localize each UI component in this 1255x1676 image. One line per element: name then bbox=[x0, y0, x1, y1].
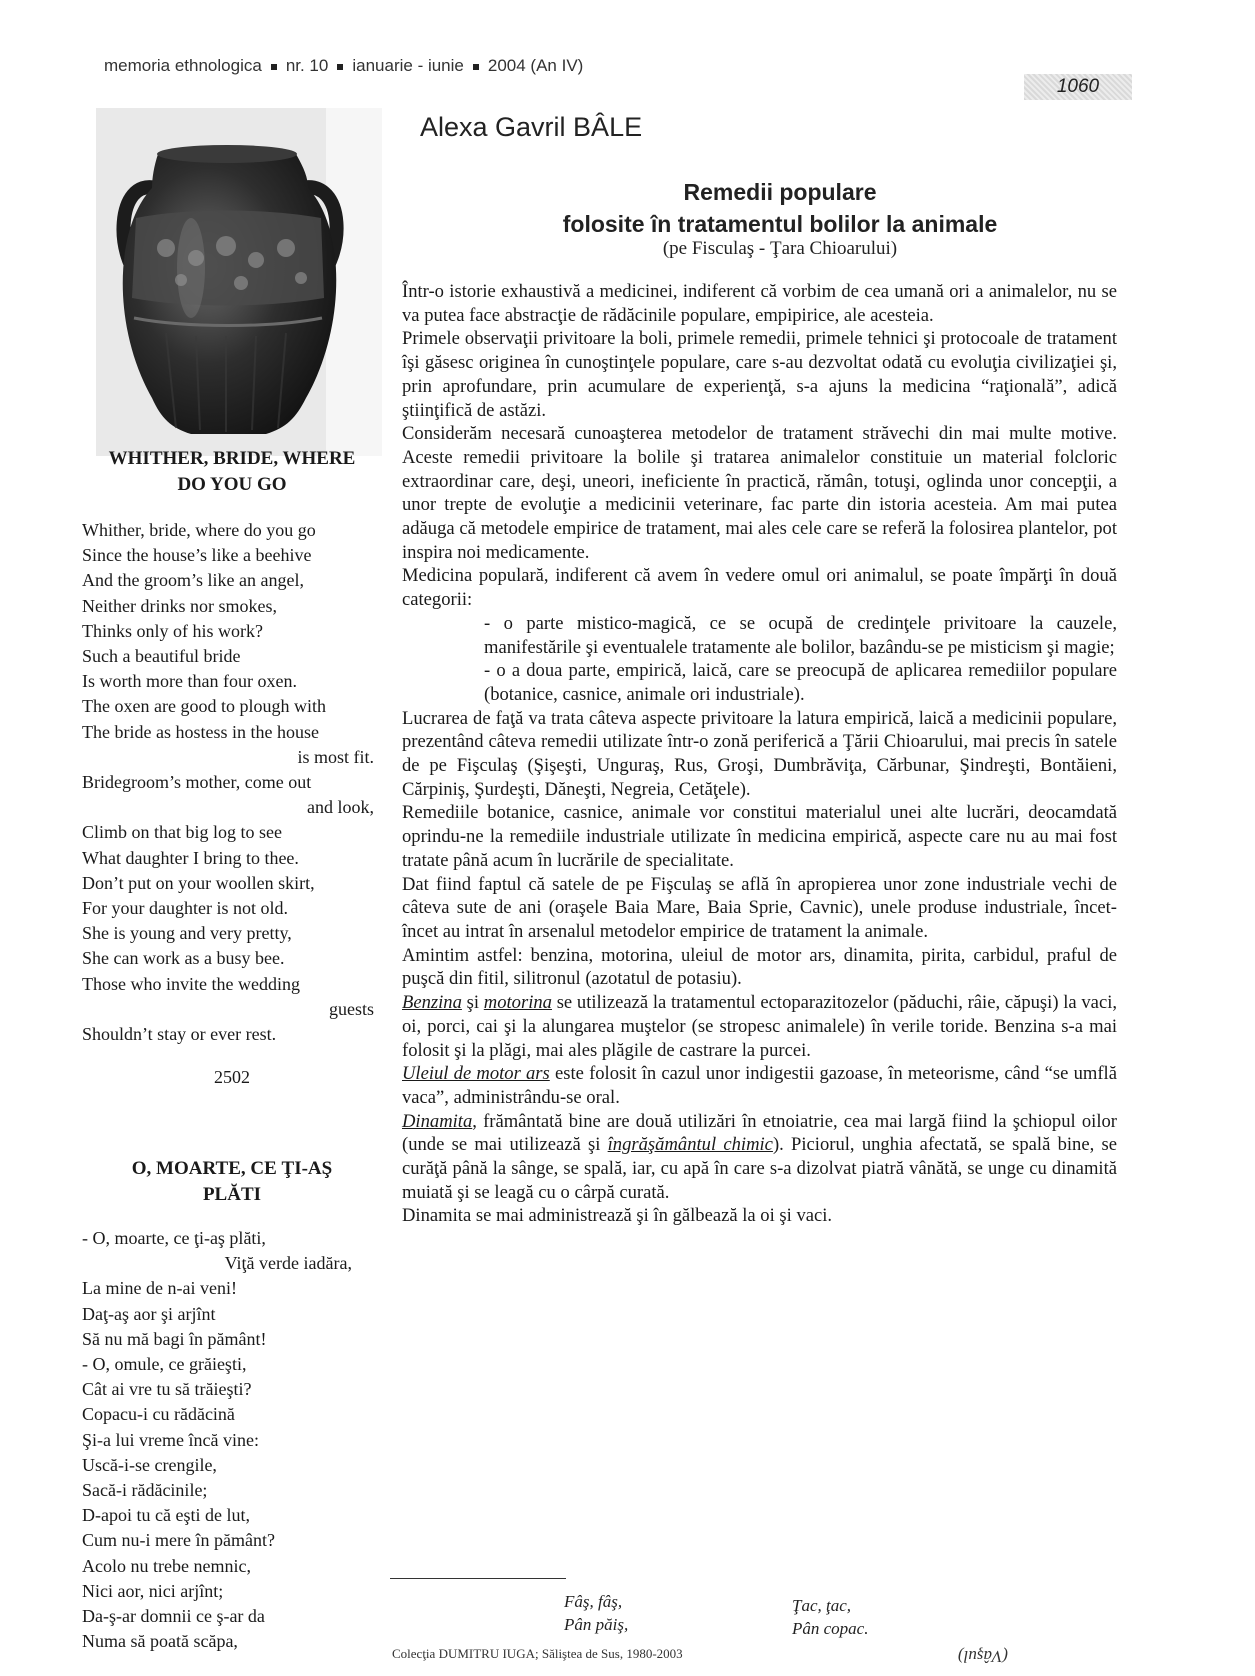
bullet-square-icon bbox=[473, 64, 479, 70]
poem-title-line: O, MOARTE, CE ŢI-AŞ bbox=[131, 1158, 333, 1179]
poem-line: Is worth more than four oxen. bbox=[82, 671, 297, 692]
term-motorina: motorina bbox=[483, 992, 552, 1014]
poem-line: Cum nu-i mere în pământ? bbox=[82, 1530, 275, 1551]
paragraph: Dinamita se mai administrează şi în gălbează la oi şi vaci. bbox=[402, 1205, 833, 1227]
poem-lines bbox=[82, 1226, 382, 1654]
page-number: 1060 bbox=[1024, 74, 1132, 100]
term-ingrasamant: îngrăşământul chimic bbox=[607, 1134, 773, 1156]
poem-line: Copacu-i cu rădăcină bbox=[82, 1404, 235, 1425]
issue-period: ianuarie - iunie bbox=[352, 56, 464, 75]
poem-line: and look, bbox=[307, 797, 374, 818]
poem-line: Viţă verde iadăra, bbox=[224, 1253, 352, 1274]
ceramic-jar-icon bbox=[96, 108, 382, 456]
footnote-title-inverted: (Vâşul) bbox=[958, 1647, 1009, 1666]
poem-title-line: PLĂTI bbox=[202, 1184, 262, 1205]
poem-line: Shouldn’t stay or ever rest. bbox=[82, 1024, 277, 1045]
poem-lines bbox=[82, 518, 382, 1047]
paragraph-text: şi bbox=[461, 992, 484, 1014]
paragraph bbox=[402, 991, 1117, 1062]
poem-line: Sacă-i rădăcinile; bbox=[82, 1480, 208, 1501]
paragraph-text: se utilizează la tratamentul ectoparazitozelor (păduchi, râie, căpuşi) la vaci, oi, porci, cai şi la alungarea muştelor (se stropesc animalele) în verile toride. Benzina s-a mai folosit şi la plăgi, mai ales plăgile de castrare la purcei. bbox=[402, 992, 1118, 1061]
poem-line: Neither drinks nor smokes, bbox=[82, 595, 277, 616]
paragraph bbox=[402, 1062, 1117, 1109]
poem-line: Uscă-i-se crengile, bbox=[82, 1454, 217, 1475]
poem-title bbox=[82, 1156, 382, 1208]
poem-line: And the groom’s like an angel, bbox=[82, 570, 304, 591]
poem-whither-bride bbox=[82, 446, 382, 1088]
paragraph: Remediile botanice, casnice, animale vor constitui materialul unei alte lucrări, deocamdată oprindu-ne la remediile industriale utilizate în medicina empirică, aspecte care nu au mai fost tratate până acum în lucrările de specialitate. bbox=[402, 802, 1117, 871]
poem-line: Acolo nu trebe nemnic, bbox=[82, 1555, 251, 1576]
poem-o-moarte bbox=[82, 1156, 382, 1654]
poem-line: is most fit. bbox=[297, 746, 374, 767]
poem-line: Numa să poată scăpa, bbox=[82, 1631, 238, 1652]
poem-line: She can work as a busy bee. bbox=[82, 948, 285, 969]
paragraph: Dat fiind faptul că satele de pe Fişculaş se află în apropierea unor zone industriale vechi de câteva sute de ani (oraşele Baia Mare, Baia Sprie, Cavnic), unele produse industriale, încet-încet au intrat în arsenalul metodelor empirice de tratament la animale. bbox=[402, 873, 1117, 942]
poem-number: 2502 bbox=[214, 1067, 250, 1088]
poem-line: - O, omule, ce grăieşti, bbox=[82, 1354, 247, 1375]
poem-title-line: DO YOU GO bbox=[177, 474, 287, 495]
poem-title-line: WHITHER, BRIDE, WHERE bbox=[108, 448, 356, 469]
poem-line: Şi-a lui vreme încă vine: bbox=[82, 1429, 259, 1450]
paragraph-text: ). Piciorul, unghia afectată, se spală bine, se curăţă până la sânge, se spală, iar, cu apă în care s-a dizolvat piatră vânătă, se unge cu dinamită muiată şi se leagă cu o cârpă curată. bbox=[402, 1134, 1118, 1203]
poem-line: Such a beautiful bride bbox=[82, 646, 241, 667]
article-subtitle: (pe Fisculaş - Ţara Chioarului) bbox=[662, 238, 898, 259]
poem-line: Da-ş-ar domnii ce ş-ar da bbox=[82, 1606, 265, 1627]
paragraph-text: este folosit în cazul unor indigestii gazoase, în meteorisme, când “se umflă vaca”, administrându-se oral. bbox=[402, 1063, 1117, 1108]
issue-year: 2004 (An IV) bbox=[487, 56, 584, 75]
paragraph: Lucrarea de faţă va trata câteva aspecte privitoare la latura empirică, laică a medicinii populare, prezentând câteva remedii utilizate într-o zonă periferică a Ţării Chioarului, mai precis în satele de pe Fişculaş (Şişeşti, Unguraş, Rus, Groşi, Dumbrăviţa, Cărbunar, Şindreşti, Bontăieni, Cărpiniş, Şurdeşti, Dăneşti, Negreia, Cetăţele). bbox=[402, 707, 1117, 800]
footnote-line: Pân păiş, bbox=[564, 1615, 629, 1634]
poem-line: Thinks only of his work? bbox=[82, 620, 263, 641]
paragraph: Considerăm necesară cunoaşterea metodelor de tratament străvechi din mai multe motive. Aceste remedii privitoare la bolile şi tratarea animalelor constituie un material folcloric extraordinar care, deşi, uneori, ineficiente în practică, rămân, totuşi, oglinda unor concepţii, a unor trepte de evoluţie a medicinii veterinare, fac parte din istoria acesteia. Am mai putea adăuga că metodele empirice de tratament, mai ales cele care se referă la folosirea plantelor, pot inspira noi medicamente. bbox=[402, 423, 1117, 563]
article-title-line: folosite în tratamentul bolilor la animale bbox=[562, 211, 998, 237]
article-title bbox=[420, 176, 1140, 240]
poem-line: - O, moarte, ce ţi-aş plăti, bbox=[82, 1228, 266, 1248]
bullet-square-icon bbox=[337, 64, 343, 70]
poem-line: Whither, bride, where do you go bbox=[82, 520, 316, 540]
poem-line: Those who invite the wedding bbox=[82, 973, 300, 994]
footnote-verse-2 bbox=[792, 1594, 868, 1640]
article-title-line: Remedii populare bbox=[683, 179, 877, 205]
journal-name: memoria ethnologica bbox=[104, 56, 262, 75]
bullet-square-icon bbox=[271, 64, 277, 70]
paragraph bbox=[402, 612, 1117, 659]
poem-line: For your daughter is not old. bbox=[82, 898, 288, 919]
paragraph: Amintim astfel: benzina, motorina, uleiul de motor ars, dinamita, pirita, carbidul, praful de puşcă din fitil, silitronul (azotatul de potasiu). bbox=[402, 944, 1117, 990]
issue-number: nr. 10 bbox=[285, 56, 329, 75]
journal-header bbox=[104, 56, 583, 76]
paragraph bbox=[402, 659, 1117, 706]
paragraph: Într-o istorie exhaustivă a medicinei, indiferent că vorbim de cea umană ori a animalelor, nu se va putea face abstracţie de rădăcinile populare, empipirice, ale acesteia. bbox=[402, 281, 1117, 326]
poem-line: The oxen are good to plough with bbox=[82, 696, 326, 717]
poem-line: Cât ai vre tu să trăieşti? bbox=[82, 1379, 252, 1400]
poem-line: Nici aor, nici arjînt; bbox=[82, 1580, 224, 1601]
term-dinamita: Dinamita bbox=[402, 1110, 473, 1132]
poem-line: Să nu mă bagi în pământ! bbox=[82, 1328, 267, 1349]
paragraph-text: - o parte mistico-magică, ce se ocupă de credinţele privitoare la cauzele, manifestările şi eventualele tratamente ale bolilor, bazându-se pe misticism şi magie; bbox=[484, 612, 1117, 658]
paragraph bbox=[402, 1110, 1117, 1205]
poem-line: Since the house’s like a beehive bbox=[82, 545, 312, 566]
footnote-verse-1 bbox=[564, 1590, 628, 1636]
collection-credit: Colecţia DUMITRU IUGA; Săliştea de Sus, 1980-2003 bbox=[392, 1646, 683, 1661]
poem-line: Don’t put on your woollen skirt, bbox=[82, 872, 315, 893]
paragraph-text: - o a doua parte, empirică, laică, care se preocupă de aplicarea remediilor populare (botanice, casnice, animale ori industriale). bbox=[484, 660, 1117, 705]
poem-line: She is young and very pretty, bbox=[82, 923, 292, 944]
poem-line: La mine de n-ai veni! bbox=[82, 1278, 237, 1299]
poem-line: Bridegroom’s mother, come out bbox=[82, 772, 312, 793]
poem-title bbox=[82, 446, 382, 498]
footnote-divider bbox=[390, 1578, 566, 1579]
poem-line: Climb on that big log to see bbox=[82, 822, 282, 843]
term-ulei-motor: Uleiul de motor ars bbox=[402, 1063, 550, 1085]
poem-line: guests bbox=[329, 998, 374, 1019]
term-benzina: Benzina bbox=[402, 992, 462, 1014]
poem-line: What daughter I bring to thee. bbox=[82, 847, 299, 868]
footnote-line: Fâş, fâş, bbox=[564, 1592, 623, 1611]
paragraph: Medicina populară, indiferent că avem în vedere omul ori animalul, se poate împărţi în două categorii: bbox=[402, 565, 1117, 611]
article-author: Alexa Gavril BÂLE bbox=[420, 112, 643, 142]
article-body bbox=[402, 280, 1117, 1228]
poem-line: D-apoi tu că eşti de lut, bbox=[82, 1505, 250, 1526]
paragraph-text: , frământată bine are două utilizări în etnoiatrie, cea mai largă fiind la şchiopul oilor (unde se mai utilizează şi bbox=[402, 1110, 1117, 1156]
poem-line: Daţ-aş aor şi arjînt bbox=[82, 1303, 216, 1324]
poem-line: The bride as hostess in the house bbox=[82, 721, 319, 742]
footnote-line: Pân copac. bbox=[792, 1619, 869, 1638]
footnote-line: Ţac, ţac, bbox=[792, 1596, 852, 1615]
ceramic-jar-photo bbox=[96, 108, 382, 456]
paragraph: Primele observaţii privitoare la boli, primele remedii, primele tehnici şi protocoale de tratament îşi găsesc originea în cunoştinţele populare, care s-au dezvoltat odată cu evoluţia civilizaţiei şi, prin aprofundare, prin acumulare de experienţă, s-a ajuns la medicina “raţională”, adică ştiinţifică de astăzi. bbox=[402, 328, 1117, 421]
